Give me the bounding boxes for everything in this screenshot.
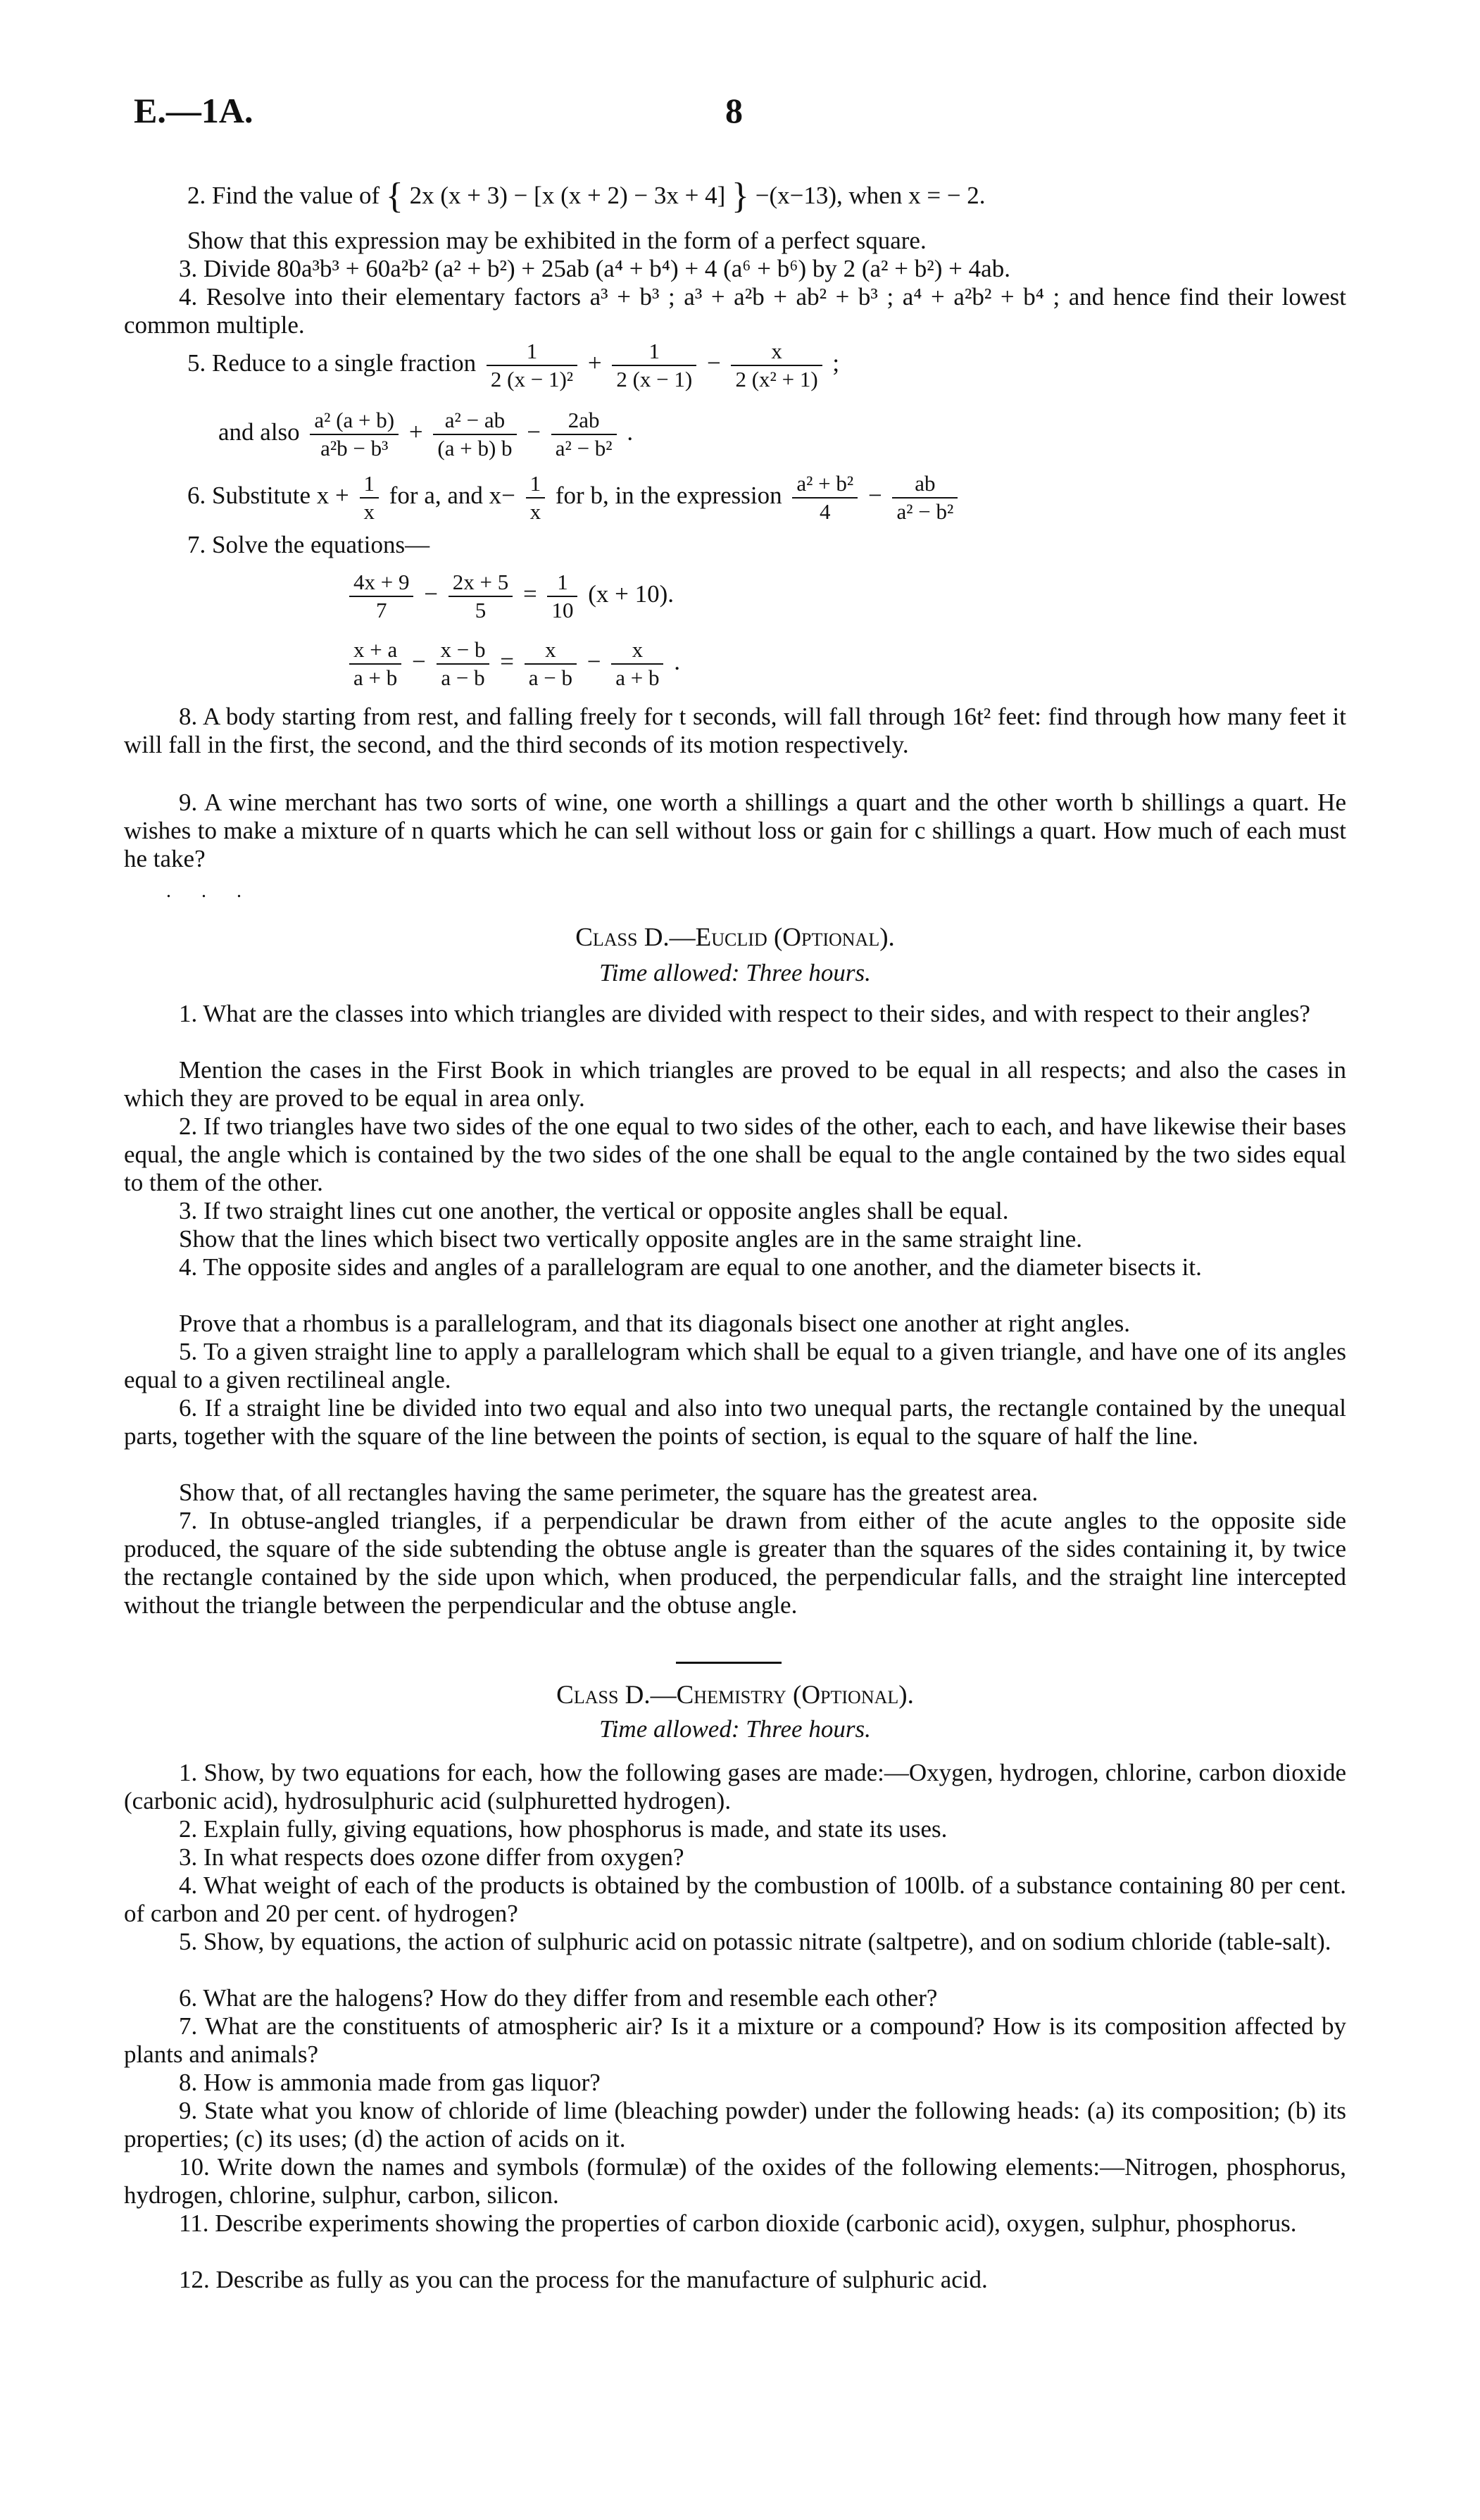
- chemistry-item: 8. How is ammonia made from gas liquor?: [179, 2069, 601, 2096]
- chemistry-heading: Class D.—Chemistry (Optional).: [556, 1681, 914, 1710]
- euclid-item: 1. What are the classes into which triangles are divided with respect to their sides, and with respect to their angles?: [179, 1000, 1310, 1027]
- euclid-item: 3. If two straight lines cut one another, the vertical or opposite angles shall be equal.: [179, 1197, 1009, 1224]
- algebra-q2-note: Show that this expression may be exhibited in the form of a perfect square.: [187, 227, 927, 254]
- chemistry-item: 10. Write down the names and symbols (formulæ) of the oxides of the following elements:—Nitrogen, phosphorus, hydrogen, chlorine, sulphur, carbon, silicon.: [124, 2153, 1346, 2209]
- euclid-time-allowed: Time allowed: Three hours.: [599, 959, 871, 986]
- chemistry-item: 3. In what respects does ozone differ from oxygen?: [179, 1843, 684, 1871]
- fraction: $\frac{ab}{\text{a² − b²}}$: [892, 470, 958, 525]
- algebra-q4: 4. Resolve into their elementary factors a³ + b³ ; a³ + a²b + ab² + b³ ; a⁴ + a²b² + b⁴ ; and hence find their lowest common multiple.: [124, 283, 1346, 339]
- fraction: $\frac{x}{a + b}$: [611, 637, 663, 691]
- fraction: $\frac{2ab}{\text{a² − b²}}$: [551, 407, 617, 462]
- euclid-item: 6. If a straight line be divided into two equal and also into two unequal parts, the rectangle contained by the unequal parts, together with the square of the line between the points of section, is equal to the square of half the line.: [124, 1394, 1346, 1450]
- chemistry-item: 6. What are the halogens? How do they differ from and resemble each other?: [179, 1984, 938, 2012]
- euclid-item: Prove that a rhombus is a parallelogram, and that its diagonals bisect one another at right angles.: [179, 1310, 1131, 1337]
- fraction: $\frac{1}{\text{2 (x − 1)²}}$: [487, 338, 577, 393]
- algebra-q5: 5. Reduce to a single fraction $\frac{1}{\text{2 (x − 1)²}}$ + $\frac{1}{2 (x - 1)}$ − $\frac{x}{\text{2 (x² + 1)}}$ ;: [187, 339, 840, 391]
- chemistry-item: 9. State what you know of chloride of lime (bleaching powder) under the following heads: (a) its composition; (b) its properties; (c) its uses; (d) the action of acids on it.: [124, 2097, 1346, 2152]
- fraction: $\frac{\text{a² − ab}}{(a + b) b}$: [433, 407, 516, 462]
- fraction: $\frac{1}{x}$: [360, 470, 380, 525]
- chemistry-item: 4. What weight of each of the products is obtained by the combustion of 100lb. of a substance containing 80 per cent. of carbon and 20 per cent. of hydrogen?: [124, 1872, 1346, 1927]
- algebra-q2: 2. Find the value of { 2x (x + 3) − [x (x + 2) − 3x + 4] } −(x−13), when x = − 2.: [187, 176, 986, 216]
- page-section-code: E.—1A.: [134, 91, 253, 130]
- euclid-item: Mention the cases in the First Book in which triangles are proved to be equal in all respects; and also the cases in which they are proved to be equal in area only.: [124, 1056, 1346, 1112]
- fraction: $\frac{x}{\text{2 (x² + 1)}}$: [731, 338, 822, 393]
- euclid-item: 2. If two triangles have two sides of the one equal to two sides of the other, each to each, and have likewise their bases equal, the angle which is contained by the two sides of the one shall be equal to the angle contained by the two sides equal to them of the other.: [124, 1112, 1346, 1196]
- fraction: $\frac{x - b}{a - b}$: [437, 637, 490, 691]
- chemistry-item: 11. Describe experiments showing the properties of carbon dioxide (carbonic acid), oxygen, sulphur, phosphorus.: [179, 2209, 1297, 2237]
- algebra-q9: 9. A wine merchant has two sorts of wine, one worth a shillings a quart and the other worth b shillings a quart. He wishes to make a mixture of n quarts which he can sell without loss or gain for c shillings a quart. How much of each must he take?: [124, 789, 1346, 872]
- chemistry-item: 2. Explain fully, giving equations, how phosphorus is made, and state its uses.: [179, 1815, 948, 1843]
- fraction: $\frac{x + a}{a + b}$: [349, 637, 401, 691]
- euclid-item: 4. The opposite sides and angles of a parallelogram are equal to one another, and the diameter bisects it.: [179, 1253, 1202, 1281]
- stray-marks: . . .: [166, 880, 254, 902]
- section-divider: [676, 1662, 782, 1664]
- algebra-q8: 8. A body starting from rest, and falling freely for t seconds, will fall through 16t² feet: find through how many feet it will fall in the first, the second, and the third seconds of its motion respectively.: [124, 703, 1346, 758]
- chemistry-item: 7. What are the constituents of atmospheric air? Is it a mixture or a compound? How is its composition affected by plants and animals?: [124, 2012, 1346, 2068]
- fraction: $\frac{1}{x}$: [526, 470, 546, 525]
- chemistry-item: 12. Describe as fully as you can the process for the manufacture of sulphuric acid.: [179, 2266, 988, 2293]
- euclid-item: Show that, of all rectangles having the same perimeter, the square has the greatest area.: [179, 1479, 1039, 1506]
- euclid-item: 7. In obtuse-angled triangles, if a perpendicular be drawn from either of the acute angles to the opposite side produced, the square of the side subtending the obtuse angle is greater than the squares of the sides containing it, by twice the rectangle contained by the side upon which, when produced, the perpendicular falls, and the straight line intercepted without the triangle between the perpendicular and the obtuse angle.: [124, 1507, 1346, 1619]
- euclid-item: 5. To a given straight line to apply a parallelogram which shall be equal to a given triangle, and have one of its angles equal to a given rectilineal angle.: [124, 1338, 1346, 1393]
- page-number: 8: [725, 91, 743, 130]
- algebra-q7-equation-1: $\frac{4x + 9}{7}$ − $\frac{2x + 5}{5}$ = $\frac{1}{10}$ (x + 10).: [345, 569, 674, 624]
- euclid-heading: Class D.—Euclid (Optional).: [575, 923, 895, 952]
- algebra-q6: 6. Substitute x + $\frac{1}{x}$ for a, and x− $\frac{1}{x}$ for b, in the expression $\frac{\text{a² + b²}}{4}$ − $\frac{ab}{\text{a² − b²}}$: [187, 470, 962, 525]
- chemistry-item: 5. Show, by equations, the action of sulphuric acid on potassic nitrate (saltpetre), and on sodium chloride (table-salt).: [179, 1928, 1331, 1955]
- algebra-q7-label: 7. Solve the equations—: [187, 531, 430, 558]
- fraction: $\frac{1}{2 (x - 1)}$: [612, 338, 696, 393]
- algebra-q5-also: and also $\frac{\text{a² (a + b)}}{\text{a²b − b³}}$ + $\frac{\text{a² − ab}}{(a + b) b}$ − $\frac{2ab}{\text{a² − b²}}$ .: [218, 408, 634, 460]
- algebra-q7-equation-2: $\frac{x + a}{a + b}$ − $\frac{x - b}{a - b}$ = $\frac{x}{a - b}$ − $\frac{x}{a + b}$ .: [345, 637, 680, 691]
- fraction: $\frac{\text{a² (a + b)}}{\text{a²b − b³}}$: [310, 407, 399, 462]
- chemistry-time-allowed: Time allowed: Three hours.: [599, 1715, 871, 1743]
- fraction: $\frac{x}{a - b}$: [525, 637, 577, 691]
- fraction: $\frac{2x + 5}{5}$: [449, 569, 513, 624]
- fraction: $\frac{\text{a² + b²}}{4}$: [792, 470, 858, 525]
- fraction: $\frac{4x + 9}{7}$: [349, 569, 413, 624]
- fraction: $\frac{1}{10}$: [547, 569, 577, 624]
- algebra-q3: 3. Divide 80a³b³ + 60a²b² (a² + b²) + 25ab (a⁴ + b⁴) + 4 (a⁶ + b⁶) by 2 (a² + b²) + 4ab.: [179, 255, 1010, 282]
- chemistry-item: 1. Show, by two equations for each, how the following gases are made:—Oxygen, hydrogen, chlorine, carbon dioxide (carbonic acid), hydrosulphuric acid (sulphuretted hydrogen).: [124, 1759, 1346, 1814]
- euclid-item: Show that the lines which bisect two vertically opposite angles are in the same straight line.: [179, 1225, 1083, 1253]
